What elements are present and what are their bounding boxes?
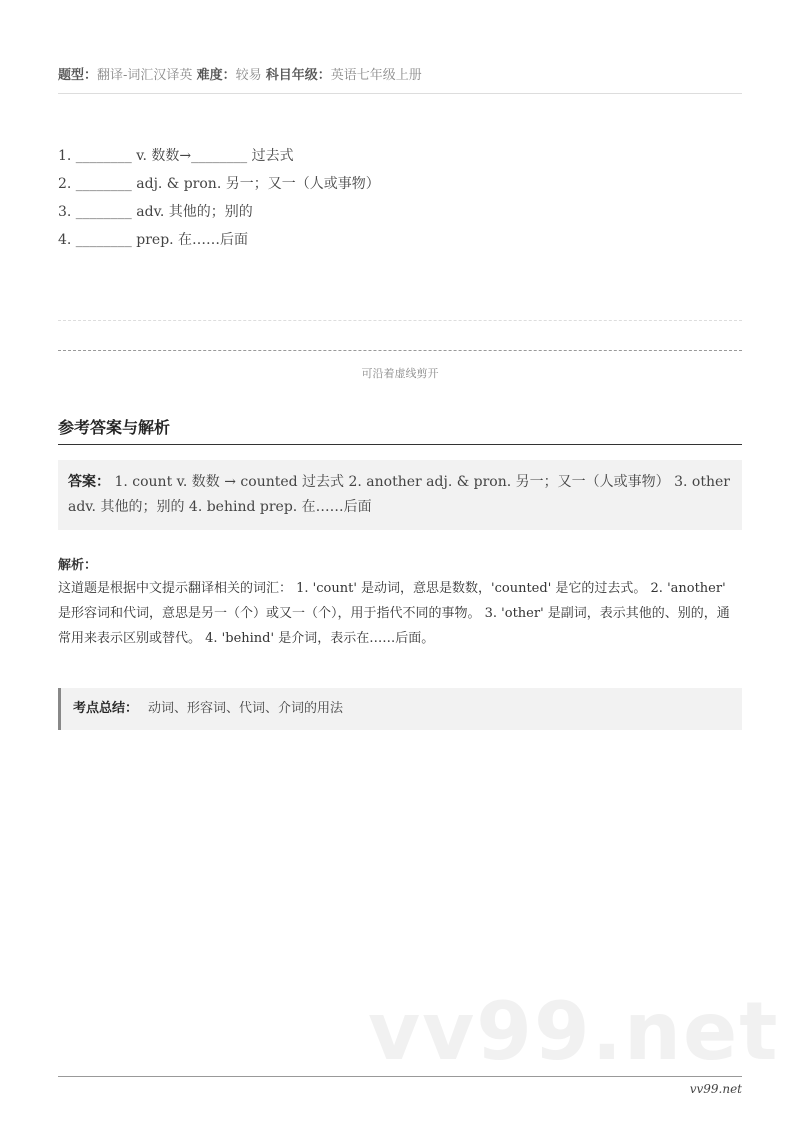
question-item: 4. ________ prep. 在……后面 <box>58 232 249 248</box>
analysis-label: 解析： <box>58 558 98 573</box>
divider <box>58 93 742 94</box>
analysis <box>58 556 742 651</box>
summary-text: 动词、形容词、代词、介词的用法 <box>148 701 344 716</box>
section-title: 参考答案与解析 <box>58 415 742 445</box>
cut-line <box>58 350 742 351</box>
type-label: 题型： <box>58 68 98 83</box>
question-item: 3. ________ adv. 其他的；别的 <box>58 204 253 220</box>
analysis-text: 这道题是根据中文提示翻译相关的词汇： 1. 'count' 是动词，意思是数数，'counted' 是它的过去式。 2. 'another' 是形容词和代词，意思是另一（个）或又一（个），用于指代不同的事物。 3. 'other' 是副词，表示其他的、别的，通常用来表示区别或替代。 4. 'behind' 是介词，表示在……后面。 <box>58 581 730 646</box>
question-item: 1. ________ v. 数数→________ 过去式 <box>58 148 294 164</box>
question-meta <box>58 64 422 83</box>
answer-label: 答案： <box>68 474 110 490</box>
answer-box <box>58 460 742 530</box>
difficulty-label: 难度： <box>196 68 236 83</box>
cut-line <box>58 320 742 321</box>
summary-label: 考点总结： <box>73 701 139 716</box>
question-item: 2. ________ adj. & pron. 另一；又一（人或事物） <box>58 176 380 192</box>
subject-label: 科目年级： <box>265 68 331 83</box>
subject-value: 英语七年级上册 <box>330 68 422 83</box>
type-value: 翻译-词汇汉译英 <box>97 68 193 83</box>
footer-divider <box>58 1076 742 1077</box>
question-list <box>58 142 380 254</box>
watermark: vv99.net <box>368 985 780 1078</box>
difficulty-value: 较易 <box>235 68 262 83</box>
answer-text: 1. count v. 数数 → counted 过去式 2. another adj. & pron. 另一；又一（人或事物） 3. other adv. 其他的；别的 4. behind prep. 在……后面 <box>68 474 730 515</box>
cut-hint: 可沿着虚线剪开 <box>361 367 439 380</box>
summary-box <box>58 688 742 730</box>
footer-site: vv99.net <box>689 1082 742 1096</box>
